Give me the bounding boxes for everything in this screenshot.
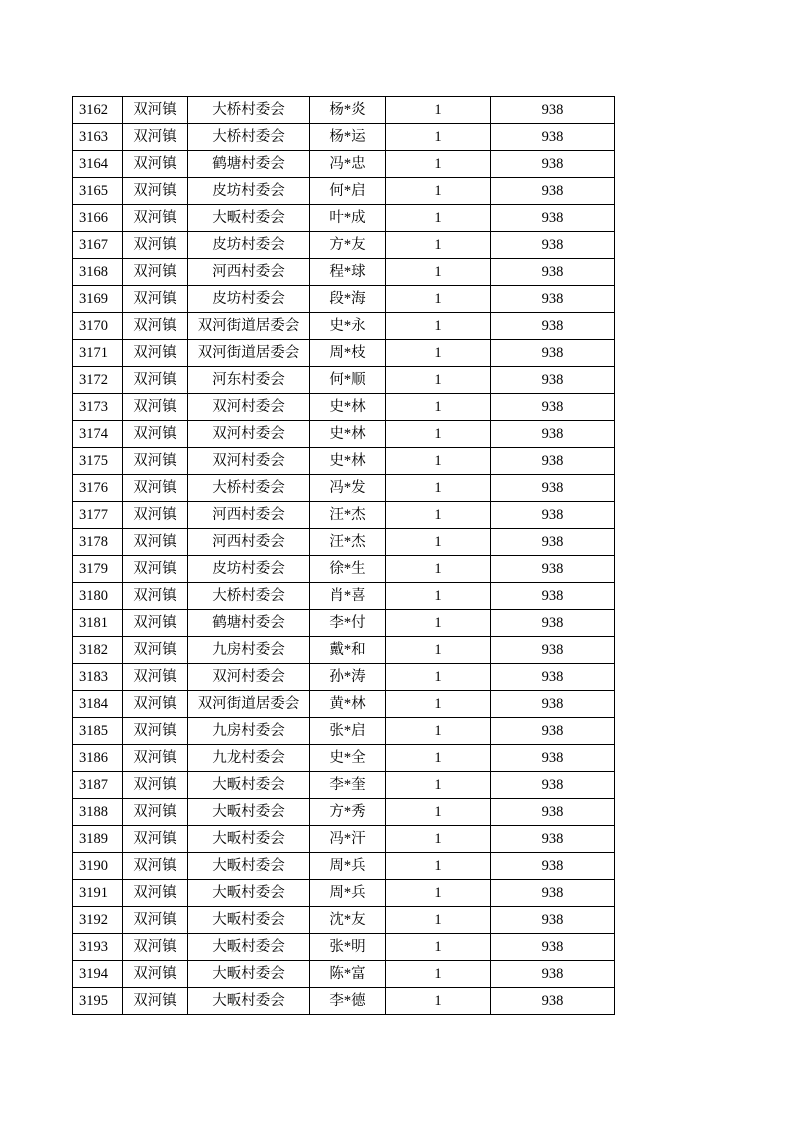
count-cell: 1 — [386, 313, 491, 340]
name-cell: 肖*喜 — [310, 583, 386, 610]
count-cell: 1 — [386, 961, 491, 988]
name-cell: 黄*林 — [310, 691, 386, 718]
town-cell: 双河镇 — [123, 286, 188, 313]
table-row — [73, 97, 615, 124]
count-cell: 1 — [386, 124, 491, 151]
amount-cell: 938 — [491, 394, 615, 421]
name-cell: 冯*发 — [310, 475, 386, 502]
village-committee-cell: 大畈村委会 — [188, 988, 310, 1015]
town-cell: 双河镇 — [123, 448, 188, 475]
serial-number-cell: 3192 — [73, 907, 123, 934]
amount-cell: 938 — [491, 691, 615, 718]
table-row — [73, 664, 615, 691]
count-cell: 1 — [386, 664, 491, 691]
village-committee-cell: 双河村委会 — [188, 448, 310, 475]
serial-number-cell: 3168 — [73, 259, 123, 286]
serial-number-cell: 3173 — [73, 394, 123, 421]
amount-cell: 938 — [491, 421, 615, 448]
town-cell: 双河镇 — [123, 745, 188, 772]
town-cell: 双河镇 — [123, 232, 188, 259]
count-cell: 1 — [386, 232, 491, 259]
amount-cell: 938 — [491, 340, 615, 367]
name-cell: 李*德 — [310, 988, 386, 1015]
table-row — [73, 610, 615, 637]
village-committee-cell: 大畈村委会 — [188, 934, 310, 961]
name-cell: 何*顺 — [310, 367, 386, 394]
serial-number-cell: 3164 — [73, 151, 123, 178]
amount-cell: 938 — [491, 259, 615, 286]
town-cell: 双河镇 — [123, 961, 188, 988]
serial-number-cell: 3187 — [73, 772, 123, 799]
serial-number-cell: 3166 — [73, 205, 123, 232]
table-row — [73, 988, 615, 1015]
name-cell: 杨*运 — [310, 124, 386, 151]
name-cell: 方*友 — [310, 232, 386, 259]
roster-table — [72, 96, 615, 1015]
amount-cell: 938 — [491, 934, 615, 961]
amount-cell: 938 — [491, 853, 615, 880]
table-row — [73, 124, 615, 151]
table-row — [73, 934, 615, 961]
name-cell: 冯*忠 — [310, 151, 386, 178]
count-cell: 1 — [386, 151, 491, 178]
table-row — [73, 961, 615, 988]
table-row — [73, 421, 615, 448]
serial-number-cell: 3183 — [73, 664, 123, 691]
serial-number-cell: 3195 — [73, 988, 123, 1015]
table-row — [73, 799, 615, 826]
table-row — [73, 475, 615, 502]
town-cell: 双河镇 — [123, 151, 188, 178]
table-row — [73, 529, 615, 556]
town-cell: 双河镇 — [123, 988, 188, 1015]
serial-number-cell: 3189 — [73, 826, 123, 853]
serial-number-cell: 3184 — [73, 691, 123, 718]
table-row — [73, 826, 615, 853]
village-committee-cell: 双河村委会 — [188, 664, 310, 691]
count-cell: 1 — [386, 205, 491, 232]
table-row — [73, 178, 615, 205]
town-cell: 双河镇 — [123, 826, 188, 853]
name-cell: 周*兵 — [310, 853, 386, 880]
town-cell: 双河镇 — [123, 475, 188, 502]
amount-cell: 938 — [491, 502, 615, 529]
town-cell: 双河镇 — [123, 178, 188, 205]
name-cell: 汪*杰 — [310, 502, 386, 529]
table-row — [73, 232, 615, 259]
town-cell: 双河镇 — [123, 394, 188, 421]
serial-number-cell: 3162 — [73, 97, 123, 124]
amount-cell: 938 — [491, 475, 615, 502]
town-cell: 双河镇 — [123, 934, 188, 961]
serial-number-cell: 3190 — [73, 853, 123, 880]
count-cell: 1 — [386, 934, 491, 961]
amount-cell: 938 — [491, 151, 615, 178]
town-cell: 双河镇 — [123, 313, 188, 340]
village-committee-cell: 皮坊村委会 — [188, 232, 310, 259]
serial-number-cell: 3186 — [73, 745, 123, 772]
serial-number-cell: 3179 — [73, 556, 123, 583]
town-cell: 双河镇 — [123, 880, 188, 907]
town-cell: 双河镇 — [123, 583, 188, 610]
count-cell: 1 — [386, 340, 491, 367]
count-cell: 1 — [386, 718, 491, 745]
table-row — [73, 313, 615, 340]
serial-number-cell: 3191 — [73, 880, 123, 907]
amount-cell: 938 — [491, 367, 615, 394]
table-row — [73, 151, 615, 178]
name-cell: 戴*和 — [310, 637, 386, 664]
count-cell: 1 — [386, 475, 491, 502]
amount-cell: 938 — [491, 232, 615, 259]
serial-number-cell: 3174 — [73, 421, 123, 448]
village-committee-cell: 皮坊村委会 — [188, 286, 310, 313]
name-cell: 段*海 — [310, 286, 386, 313]
table-row — [73, 394, 615, 421]
table-row — [73, 259, 615, 286]
serial-number-cell: 3176 — [73, 475, 123, 502]
name-cell: 张*启 — [310, 718, 386, 745]
amount-cell: 938 — [491, 313, 615, 340]
count-cell: 1 — [386, 745, 491, 772]
name-cell: 陈*富 — [310, 961, 386, 988]
amount-cell: 938 — [491, 178, 615, 205]
name-cell: 李*付 — [310, 610, 386, 637]
name-cell: 孙*涛 — [310, 664, 386, 691]
table-row — [73, 205, 615, 232]
count-cell: 1 — [386, 367, 491, 394]
village-committee-cell: 双河村委会 — [188, 421, 310, 448]
town-cell: 双河镇 — [123, 799, 188, 826]
name-cell: 叶*成 — [310, 205, 386, 232]
name-cell: 史*林 — [310, 421, 386, 448]
serial-number-cell: 3167 — [73, 232, 123, 259]
table-row — [73, 340, 615, 367]
town-cell: 双河镇 — [123, 502, 188, 529]
count-cell: 1 — [386, 637, 491, 664]
serial-number-cell: 3194 — [73, 961, 123, 988]
town-cell: 双河镇 — [123, 97, 188, 124]
count-cell: 1 — [386, 826, 491, 853]
village-committee-cell: 皮坊村委会 — [188, 178, 310, 205]
village-committee-cell: 大畈村委会 — [188, 205, 310, 232]
name-cell: 周*兵 — [310, 880, 386, 907]
name-cell: 程*球 — [310, 259, 386, 286]
amount-cell: 938 — [491, 880, 615, 907]
village-committee-cell: 大桥村委会 — [188, 583, 310, 610]
village-committee-cell: 双河街道居委会 — [188, 691, 310, 718]
town-cell: 双河镇 — [123, 718, 188, 745]
count-cell: 1 — [386, 178, 491, 205]
table-row — [73, 907, 615, 934]
table-row — [73, 718, 615, 745]
name-cell: 徐*生 — [310, 556, 386, 583]
village-committee-cell: 河西村委会 — [188, 529, 310, 556]
count-cell: 1 — [386, 556, 491, 583]
amount-cell: 938 — [491, 448, 615, 475]
amount-cell: 938 — [491, 961, 615, 988]
name-cell: 张*明 — [310, 934, 386, 961]
village-committee-cell: 大畈村委会 — [188, 880, 310, 907]
table-row — [73, 583, 615, 610]
count-cell: 1 — [386, 394, 491, 421]
serial-number-cell: 3193 — [73, 934, 123, 961]
village-committee-cell: 大畈村委会 — [188, 853, 310, 880]
town-cell: 双河镇 — [123, 772, 188, 799]
town-cell: 双河镇 — [123, 637, 188, 664]
town-cell: 双河镇 — [123, 691, 188, 718]
village-committee-cell: 大桥村委会 — [188, 124, 310, 151]
count-cell: 1 — [386, 880, 491, 907]
town-cell: 双河镇 — [123, 853, 188, 880]
town-cell: 双河镇 — [123, 421, 188, 448]
name-cell: 史*全 — [310, 745, 386, 772]
name-cell: 方*秀 — [310, 799, 386, 826]
serial-number-cell: 3181 — [73, 610, 123, 637]
village-committee-cell: 双河街道居委会 — [188, 313, 310, 340]
table-row — [73, 637, 615, 664]
name-cell: 汪*杰 — [310, 529, 386, 556]
table-row — [73, 772, 615, 799]
village-committee-cell: 皮坊村委会 — [188, 556, 310, 583]
serial-number-cell: 3180 — [73, 583, 123, 610]
table-row — [73, 502, 615, 529]
amount-cell: 938 — [491, 664, 615, 691]
village-committee-cell: 大桥村委会 — [188, 97, 310, 124]
serial-number-cell: 3177 — [73, 502, 123, 529]
village-committee-cell: 九房村委会 — [188, 637, 310, 664]
amount-cell: 938 — [491, 799, 615, 826]
roster-table-body — [73, 97, 615, 1015]
serial-number-cell: 3178 — [73, 529, 123, 556]
town-cell: 双河镇 — [123, 367, 188, 394]
village-committee-cell: 河西村委会 — [188, 259, 310, 286]
town-cell: 双河镇 — [123, 340, 188, 367]
village-committee-cell: 大畈村委会 — [188, 772, 310, 799]
town-cell: 双河镇 — [123, 205, 188, 232]
count-cell: 1 — [386, 907, 491, 934]
amount-cell: 938 — [491, 907, 615, 934]
count-cell: 1 — [386, 502, 491, 529]
count-cell: 1 — [386, 691, 491, 718]
amount-cell: 938 — [491, 529, 615, 556]
count-cell: 1 — [386, 286, 491, 313]
village-committee-cell: 大畈村委会 — [188, 961, 310, 988]
amount-cell: 938 — [491, 610, 615, 637]
serial-number-cell: 3170 — [73, 313, 123, 340]
village-committee-cell: 大桥村委会 — [188, 475, 310, 502]
village-committee-cell: 九龙村委会 — [188, 745, 310, 772]
count-cell: 1 — [386, 448, 491, 475]
name-cell: 杨*炎 — [310, 97, 386, 124]
name-cell: 冯*汗 — [310, 826, 386, 853]
count-cell: 1 — [386, 772, 491, 799]
serial-number-cell: 3188 — [73, 799, 123, 826]
serial-number-cell: 3175 — [73, 448, 123, 475]
serial-number-cell: 3163 — [73, 124, 123, 151]
village-committee-cell: 河西村委会 — [188, 502, 310, 529]
count-cell: 1 — [386, 610, 491, 637]
village-committee-cell: 双河村委会 — [188, 394, 310, 421]
amount-cell: 938 — [491, 286, 615, 313]
name-cell: 史*林 — [310, 448, 386, 475]
name-cell: 何*启 — [310, 178, 386, 205]
count-cell: 1 — [386, 583, 491, 610]
count-cell: 1 — [386, 799, 491, 826]
table-row — [73, 745, 615, 772]
town-cell: 双河镇 — [123, 259, 188, 286]
name-cell: 李*奎 — [310, 772, 386, 799]
count-cell: 1 — [386, 853, 491, 880]
amount-cell: 938 — [491, 745, 615, 772]
serial-number-cell: 3182 — [73, 637, 123, 664]
name-cell: 周*枝 — [310, 340, 386, 367]
town-cell: 双河镇 — [123, 664, 188, 691]
amount-cell: 938 — [491, 772, 615, 799]
serial-number-cell: 3169 — [73, 286, 123, 313]
amount-cell: 938 — [491, 583, 615, 610]
table-row — [73, 691, 615, 718]
count-cell: 1 — [386, 529, 491, 556]
amount-cell: 938 — [491, 97, 615, 124]
table-row — [73, 556, 615, 583]
table-row — [73, 286, 615, 313]
town-cell: 双河镇 — [123, 907, 188, 934]
town-cell: 双河镇 — [123, 124, 188, 151]
serial-number-cell: 3185 — [73, 718, 123, 745]
village-committee-cell: 大畈村委会 — [188, 907, 310, 934]
village-committee-cell: 河东村委会 — [188, 367, 310, 394]
amount-cell: 938 — [491, 124, 615, 151]
amount-cell: 938 — [491, 205, 615, 232]
name-cell: 史*永 — [310, 313, 386, 340]
count-cell: 1 — [386, 988, 491, 1015]
town-cell: 双河镇 — [123, 610, 188, 637]
village-committee-cell: 双河街道居委会 — [188, 340, 310, 367]
village-committee-cell: 大畈村委会 — [188, 826, 310, 853]
name-cell: 史*林 — [310, 394, 386, 421]
count-cell: 1 — [386, 259, 491, 286]
town-cell: 双河镇 — [123, 556, 188, 583]
serial-number-cell: 3172 — [73, 367, 123, 394]
table-row — [73, 880, 615, 907]
town-cell: 双河镇 — [123, 529, 188, 556]
amount-cell: 938 — [491, 988, 615, 1015]
table-row — [73, 367, 615, 394]
village-committee-cell: 鹤塘村委会 — [188, 151, 310, 178]
village-committee-cell: 大畈村委会 — [188, 799, 310, 826]
amount-cell: 938 — [491, 556, 615, 583]
amount-cell: 938 — [491, 718, 615, 745]
count-cell: 1 — [386, 421, 491, 448]
amount-cell: 938 — [491, 826, 615, 853]
table-row — [73, 448, 615, 475]
village-committee-cell: 九房村委会 — [188, 718, 310, 745]
serial-number-cell: 3171 — [73, 340, 123, 367]
amount-cell: 938 — [491, 637, 615, 664]
name-cell: 沈*友 — [310, 907, 386, 934]
table-row — [73, 853, 615, 880]
serial-number-cell: 3165 — [73, 178, 123, 205]
count-cell: 1 — [386, 97, 491, 124]
village-committee-cell: 鹤塘村委会 — [188, 610, 310, 637]
